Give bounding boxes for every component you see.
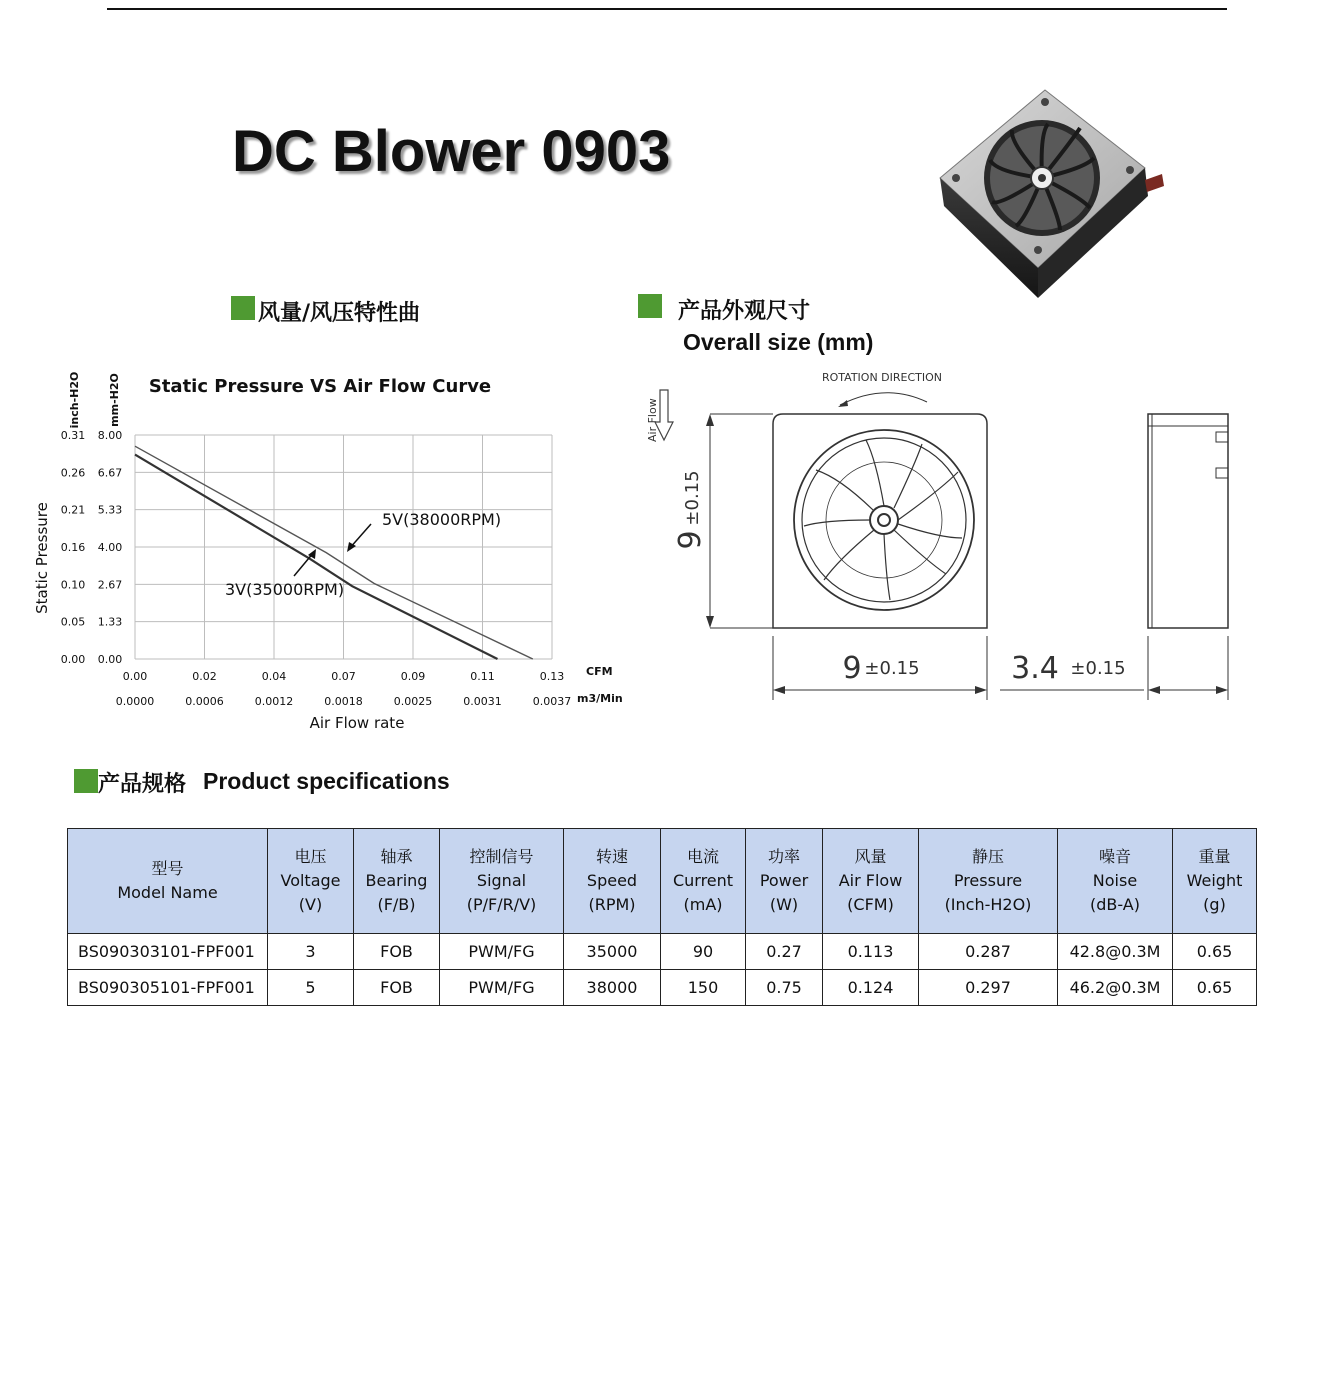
x-tick-m3: 0.0031 bbox=[463, 695, 502, 708]
rotation-arc bbox=[840, 393, 927, 405]
spec-header-unit: (RPM) bbox=[588, 895, 636, 914]
thickness-arrow-left bbox=[1148, 686, 1160, 694]
x-ticks bbox=[116, 670, 572, 708]
spec-header-cn: 风量 bbox=[854, 847, 887, 866]
spec-header-5 bbox=[661, 829, 746, 934]
table-cell: 5 bbox=[268, 970, 354, 1006]
specs-heading-en: Product specifications bbox=[203, 768, 450, 794]
spec-header-4 bbox=[564, 829, 661, 934]
spec-header-unit: (mA) bbox=[683, 895, 723, 914]
y-ticks bbox=[61, 429, 123, 666]
spec-header-unit: (CFM) bbox=[847, 895, 894, 914]
x-axis-label: Air Flow rate bbox=[309, 714, 405, 732]
y-tick-mm: 6.67 bbox=[97, 466, 123, 480]
thickness-tolerance: ±0.15 bbox=[1070, 658, 1126, 679]
series-3v-label: 3V(35000RPM) bbox=[225, 580, 345, 599]
spec-header-unit: (V) bbox=[298, 895, 323, 914]
front-view-outline bbox=[773, 414, 987, 628]
spec-header-cn: 轴承 bbox=[380, 847, 413, 866]
spec-header-7 bbox=[823, 829, 919, 934]
y-tick-mm: 2.67 bbox=[97, 578, 123, 592]
x-tick-m3: 0.0012 bbox=[254, 695, 294, 708]
spec-header-cn: 功率 bbox=[767, 847, 800, 866]
y-tick-inch: 0.21 bbox=[60, 503, 86, 517]
table-cell: 0.297 bbox=[919, 970, 1058, 1006]
spec-header-cn: 电流 bbox=[686, 847, 719, 866]
table-cell: 0.124 bbox=[823, 970, 919, 1006]
table-cell: 3 bbox=[268, 934, 354, 970]
table-cell: 0.27 bbox=[746, 934, 823, 970]
x-tick-cfm: 0.02 bbox=[192, 670, 217, 683]
thickness-arrow-right bbox=[1216, 686, 1228, 694]
x-tick-m3: 0.0000 bbox=[115, 695, 155, 708]
height-arrow-top bbox=[706, 414, 714, 426]
chart-title: Static Pressure VS Air Flow Curve bbox=[148, 376, 492, 397]
spec-body bbox=[68, 934, 1257, 1006]
spec-header-8 bbox=[919, 829, 1058, 934]
rotation-label: ROTATION DIRECTION bbox=[821, 371, 943, 384]
spec-header-en: Weight bbox=[1186, 871, 1243, 890]
height-value: 9 bbox=[673, 530, 708, 550]
size-heading-marker bbox=[638, 294, 662, 318]
x-tick-cfm: 0.00 bbox=[122, 670, 148, 683]
spec-header-cn: 转速 bbox=[595, 847, 628, 866]
table-cell: 35000 bbox=[564, 934, 661, 970]
y-axis-label: Static Pressure bbox=[33, 502, 51, 614]
width-arrow-right bbox=[975, 686, 987, 694]
spec-header-en: Power bbox=[759, 871, 809, 890]
x-tick-cfm: 0.13 bbox=[539, 670, 565, 683]
table-cell: 46.2@0.3M bbox=[1058, 970, 1173, 1006]
spec-header-en: Voltage bbox=[280, 871, 341, 890]
y-tick-inch: 0.26 bbox=[60, 466, 86, 480]
size-heading-en: Overall size (mm) bbox=[683, 329, 874, 355]
screw-hole-right bbox=[1126, 166, 1134, 174]
chart-series bbox=[135, 446, 533, 659]
table-cell: 90 bbox=[661, 934, 746, 970]
spec-header-1 bbox=[268, 829, 354, 934]
spec-header-unit: (P/F/R/V) bbox=[466, 895, 537, 914]
spec-header-10 bbox=[1173, 829, 1257, 934]
spec-header-en: Model Name bbox=[117, 883, 218, 902]
spec-table bbox=[67, 828, 1257, 1006]
table-row bbox=[68, 970, 1257, 1006]
x-unit-cfm: CFM bbox=[586, 665, 613, 678]
curve-heading-marker bbox=[231, 296, 255, 320]
table-cell: 38000 bbox=[564, 970, 661, 1006]
spec-header-unit: (Inch-H2O) bbox=[944, 895, 1032, 914]
width-tolerance: ±0.15 bbox=[864, 658, 920, 679]
y-tick-mm: 1.33 bbox=[97, 615, 123, 629]
spec-header-3 bbox=[440, 829, 564, 934]
spec-header-cn: 静压 bbox=[971, 847, 1004, 866]
table-cell: 0.65 bbox=[1173, 934, 1257, 970]
x-unit-m3: m3/Min bbox=[577, 692, 623, 705]
spec-header-unit: (W) bbox=[769, 895, 799, 914]
spec-header-cn: 控制信号 bbox=[469, 847, 534, 866]
height-arrow-bottom bbox=[706, 616, 714, 628]
spec-header-en: Speed bbox=[586, 871, 638, 890]
screw-hole-bottom bbox=[1034, 246, 1042, 254]
x-tick-m3: 0.0006 bbox=[185, 695, 224, 708]
document-title: DC Blower 0903 bbox=[232, 119, 671, 184]
x-tick-m3: 0.0025 bbox=[393, 695, 433, 708]
y-tick-mm: 0.00 bbox=[97, 653, 123, 666]
x-tick-m3: 0.0037 bbox=[532, 695, 572, 708]
product-photo bbox=[930, 88, 1170, 303]
table-cell: FOB bbox=[354, 970, 440, 1006]
table-cell: PWM/FG bbox=[440, 970, 564, 1006]
spec-header-0 bbox=[68, 829, 268, 934]
series-line-1 bbox=[135, 455, 498, 659]
table-cell: FOB bbox=[354, 934, 440, 970]
specs-heading-marker bbox=[74, 769, 98, 793]
spec-header-9 bbox=[1058, 829, 1173, 934]
y-unit-mm: mm-H2O bbox=[108, 373, 121, 427]
table-row bbox=[68, 934, 1257, 970]
spec-header-en: Noise bbox=[1092, 871, 1138, 890]
top-rule bbox=[107, 8, 1227, 10]
table-cell: 0.75 bbox=[746, 970, 823, 1006]
y-tick-inch: 0.10 bbox=[60, 578, 86, 592]
x-tick-cfm: 0.09 bbox=[400, 670, 426, 683]
table-cell: PWM/FG bbox=[440, 934, 564, 970]
series-label-5v bbox=[347, 510, 501, 552]
spec-header-row bbox=[68, 829, 1257, 934]
size-heading-cn: 产品外观尺寸 bbox=[678, 299, 811, 324]
y-tick-inch: 0.31 bbox=[60, 429, 86, 442]
static-pressure-chart bbox=[0, 360, 640, 750]
spec-header-cn: 电压 bbox=[294, 847, 327, 866]
spec-header-cn: 型号 bbox=[151, 859, 184, 878]
series-label-3v bbox=[225, 549, 344, 599]
airflow-label: Air Flow bbox=[646, 398, 659, 442]
x-tick-cfm: 0.04 bbox=[261, 670, 287, 683]
spec-header-2 bbox=[354, 829, 440, 934]
table-cell: 150 bbox=[661, 970, 746, 1006]
spec-header-en: Signal bbox=[476, 871, 527, 890]
x-tick-cfm: 0.11 bbox=[470, 670, 495, 683]
spec-header-en: Air Flow bbox=[838, 871, 903, 890]
table-cell: 42.8@0.3M bbox=[1058, 934, 1173, 970]
spec-header-en: Current bbox=[672, 871, 734, 890]
y-tick-mm: 5.33 bbox=[97, 503, 123, 517]
chart-grid bbox=[135, 435, 552, 659]
spec-header-en: Bearing bbox=[365, 871, 428, 890]
spec-header-en: Pressure bbox=[953, 871, 1023, 890]
height-tolerance: ±0.15 bbox=[682, 470, 703, 526]
spec-header-cn: 噪音 bbox=[1098, 847, 1131, 866]
screw-hole-top bbox=[1041, 98, 1049, 106]
table-cell: 0.287 bbox=[919, 934, 1058, 970]
front-view-fan bbox=[794, 430, 974, 610]
y-unit-inch: inch-H2O bbox=[68, 371, 81, 429]
table-cell: BS090303101-FPF001 bbox=[68, 934, 268, 970]
y-tick-inch: 0.05 bbox=[60, 615, 86, 629]
spec-header-unit: (g) bbox=[1203, 895, 1226, 914]
side-view bbox=[1148, 414, 1228, 628]
y-tick-mm: 4.00 bbox=[97, 541, 123, 554]
y-tick-mm: 8.00 bbox=[97, 429, 123, 442]
y-tick-inch: 0.00 bbox=[60, 653, 86, 666]
series-line-0 bbox=[135, 446, 533, 659]
dimension-drawing bbox=[640, 360, 1240, 720]
curve-heading: 风量/风压特性曲 bbox=[258, 301, 421, 326]
y-tick-inch: 0.16 bbox=[60, 541, 86, 554]
table-cell: 0.65 bbox=[1173, 970, 1257, 1006]
table-cell: 0.113 bbox=[823, 934, 919, 970]
rotation-arrowhead bbox=[838, 400, 848, 407]
spec-header-unit: (dB-A) bbox=[1090, 895, 1140, 914]
fan-impeller bbox=[984, 120, 1100, 236]
x-tick-m3: 0.0018 bbox=[324, 695, 363, 708]
width-arrow-left bbox=[773, 686, 785, 694]
spec-header-6 bbox=[746, 829, 823, 934]
table-cell: BS090305101-FPF001 bbox=[68, 970, 268, 1006]
series-5v-label: 5V(38000RPM) bbox=[382, 510, 502, 529]
specs-heading-cn: 产品规格 bbox=[98, 772, 187, 797]
spec-header-cn: 重量 bbox=[1198, 847, 1231, 866]
x-tick-cfm: 0.07 bbox=[331, 670, 356, 683]
width-value: 9 bbox=[842, 651, 862, 686]
thickness-value: 3.4 bbox=[1011, 651, 1059, 686]
spec-header-unit: (F/B) bbox=[377, 895, 416, 914]
screw-hole-left bbox=[952, 174, 960, 182]
